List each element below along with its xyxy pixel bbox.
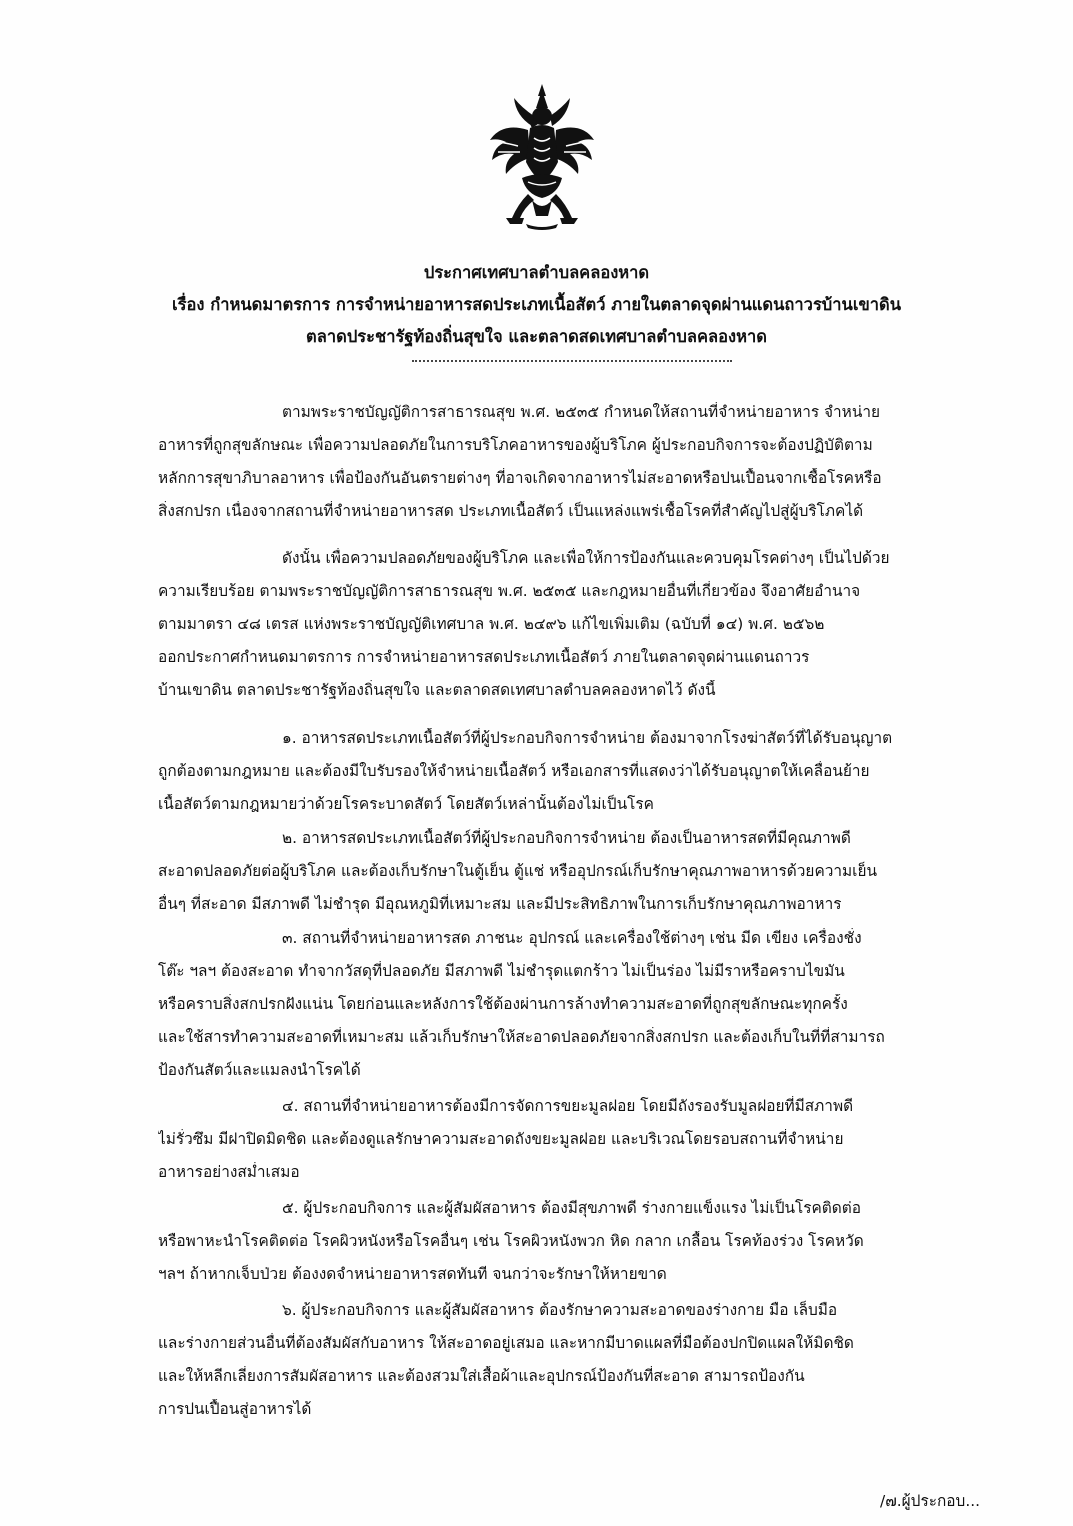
item-1-line: เนื้อสัตว์ตามกฎหมายว่าด้วยโรคระบาดสัตว์ โดยสัตว์เหล่านั้นต้องไม่เป็นโรค [158, 795, 654, 813]
item-5-line: ๕. ผู้ประกอบกิจการ และผู้สัมผัสอาหาร ต้องมีสุขภาพดี ร่างกายแข็งแรง ไม่เป็นโรคติดต่อ [282, 1199, 862, 1217]
item-3-line: หรือคราบสิ่งสกปรกฝังแน่น โดยก่อนและหลังการใช้ต้องผ่านการล้างทำความสะอาดที่ถูกสุขลักษณะทุกครั้ง [158, 995, 848, 1013]
item-2-line: อื่นๆ ที่สะอาด มีสภาพดี ไม่ชำรุด มีอุณหภูมิที่เหมาะสม และมีประสิทธิภาพในการเก็บรักษาคุณภาพอาหาร [158, 895, 842, 913]
announcement-title: ประกาศเทศบาลตำบลคลองหาด [423, 263, 650, 282]
subject-line-1: เรื่อง กำหนดมาตรการ การจำหน่ายอาหารสดประเภทเนื้อสัตว์ ภายในตลาดจุดผ่านแดนถาวรบ้านเขาดิน [172, 295, 901, 314]
item-2-line: ๒. อาหารสดประเภทเนื้อสัตว์ที่ผู้ประกอบกิจการจำหน่าย ต้องเป็นอาหารสดที่มีคุณภาพดี [282, 829, 851, 847]
paragraph-2-line: ความเรียบร้อย ตามพระราชบัญญัติการสาธารณสุข พ.ศ. ๒๕๓๕ และกฎหมายอื่นที่เกี่ยวข้อง จึงอาศัยอำนาจ [158, 582, 861, 600]
item-5-line: ฯลฯ ถ้าหากเจ็บป่วย ต้องงดจำหน่ายอาหารสดทันที จนกว่าจะรักษาให้หายขาด [158, 1265, 667, 1283]
paragraph-2-line: ดังนั้น เพื่อความปลอดภัยของผู้บริโภค และเพื่อให้การป้องกันและควบคุมโรคต่างๆ เป็นไปด้วย [282, 549, 890, 567]
item-2-line: สะอาดปลอดภัยต่อผู้บริโภค และต้องเก็บรักษาในตู้เย็น ตู้แช่ หรืออุปกรณ์เก็บรักษาคุณภาพอาหารด้วยความเย็น [158, 862, 877, 880]
item-6-line: และให้หลีกเลี่ยงการสัมผัสอาหาร และต้องสวมใส่เสื้อผ้าและอุปกรณ์ป้องกันที่สะอาด สามารถป้องกัน [158, 1367, 805, 1385]
garuda-emblem-icon [488, 82, 596, 230]
title-divider [412, 360, 732, 362]
page-continuation: /๗.ผู้ประกอบ... [880, 1492, 980, 1510]
paragraph-1-line: หลักการสุขาภิบาลอาหาร เพื่อป้องกันอันตรายต่างๆ ที่อาจเกิดจากอาหารไม่สะอาดหรือปนเปื้อนจากเชื้อโรคหรือ [158, 469, 882, 487]
paragraph-1-line: สิ่งสกปรก เนื่องจากสถานที่จำหน่ายอาหารสด ประเภทเนื้อสัตว์ เป็นแหล่งแพร่เชื้อโรคที่สำคัญไปสู่ผู้บริโภคได้ [158, 502, 864, 520]
item-3-line: และใช้สารทำความสะอาดที่เหมาะสม แล้วเก็บรักษาให้สะอาดปลอดภัยจากสิ่งสกปรก และต้องเก็บในที่ที่สามารถ [158, 1028, 885, 1046]
paragraph-2-line: ออกประกาศกำหนดมาตรการ การจำหน่ายอาหารสดประเภทเนื้อสัตว์ ภายในตลาดจุดผ่านแดนถาวร [158, 648, 810, 666]
item-4-line: ๔. สถานที่จำหน่ายอาหารต้องมีการจัดการขยะมูลฝอย โดยมีถังรองรับมูลฝอยที่มีสภาพดี [282, 1097, 854, 1115]
paragraph-2-line: บ้านเขาดิน ตลาดประชารัฐท้องถิ่นสุขใจ และตลาดสดเทศบาลตำบลคลองหาดไว้ ดังนี้ [158, 681, 716, 699]
item-5-line: หรือพาหะนำโรคติดต่อ โรคผิวหนังหรือโรคอื่นๆ เช่น โรคผิวหนังพวก หิด กลาก เกลื้อน โรคท้องร่วง โรคหวัด [158, 1232, 864, 1250]
paragraph-2-line: ตามมาตรา ๔๘ เตรส แห่งพระราชบัญญัติเทศบาล พ.ศ. ๒๔๙๖ แก้ไขเพิ่มเติม (ฉบับที่ ๑๔) พ.ศ. ๒๕๖๒ [158, 615, 825, 633]
item-3-line: ป้องกันสัตว์และแมลงนำโรคได้ [158, 1061, 361, 1079]
item-3-line: โต๊ะ ฯลฯ ต้องสะอาด ทำจากวัสดุที่ปลอดภัย มีสภาพดี ไม่ชำรุดแตกร้าว ไม่เป็นร่อง ไม่มีราหรือคราบไขมัน [158, 962, 845, 980]
item-6-line: และร่างกายส่วนอื่นที่ต้องสัมผัสกับอาหาร ให้สะอาดอยู่เสมอ และหากมีบาดแผลที่มือต้องปกปิดแผลให้มิดชิด [158, 1334, 854, 1352]
item-3-line: ๓. สถานที่จำหน่ายอาหารสด ภาชนะ อุปกรณ์ และเครื่องใช้ต่างๆ เช่น มีด เขียง เครื่องชั่ง [282, 929, 862, 947]
subject-line-2: ตลาดประชารัฐท้องถิ่นสุขใจ และตลาดสดเทศบาลตำบลคลองหาด [306, 327, 767, 346]
item-4-line: อาหารอย่างสม่ำเสมอ [158, 1163, 300, 1181]
paragraph-1-line: ตามพระราชบัญญัติการสาธารณสุข พ.ศ. ๒๕๓๕ กำหนดให้สถานที่จำหน่ายอาหาร จำหน่าย [282, 403, 881, 421]
item-4-line: ไม่รั่วซึม มีฝาปิดมิดชิด และต้องดูแลรักษาความสะอาดถังขยะมูลฝอย และบริเวณโดยรอบสถานที่จำหน่าย [158, 1130, 844, 1148]
item-6-line: การปนเปื้อนสู่อาหารได้ [158, 1400, 312, 1418]
item-1-line: ถูกต้องตามกฎหมาย และต้องมีใบรับรองให้จำหน่ายเนื้อสัตว์ หรือเอกสารที่แสดงว่าได้รับอนุญาตให้เคลื่อนย้าย [158, 762, 870, 780]
item-6-line: ๖. ผู้ประกอบกิจการ และผู้สัมผัสอาหาร ต้องรักษาความสะอาดของร่างกาย มือ เล็บมือ [282, 1301, 838, 1319]
item-1-line: ๑. อาหารสดประเภทเนื้อสัตว์ที่ผู้ประกอบกิจการจำหน่าย ต้องมาจากโรงฆ่าสัตว์ที่ได้รับอนุญาต [282, 729, 893, 747]
paragraph-1-line: อาหารที่ถูกสุขลักษณะ เพื่อความปลอดภัยในการบริโภคอาหารของผู้บริโภค ผู้ประกอบกิจการจะต้องปฏิบัติตาม [158, 436, 873, 454]
